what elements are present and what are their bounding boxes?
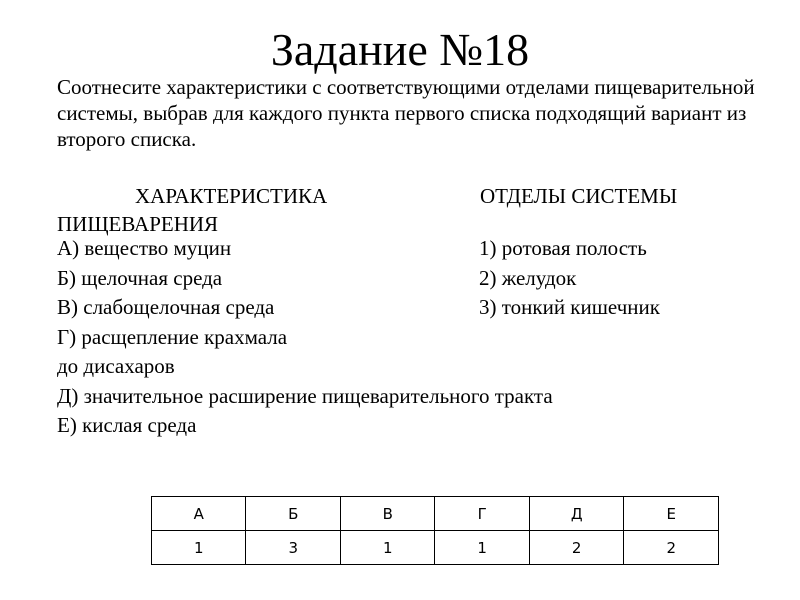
list-item: Б) щелочная среда [57,265,223,290]
table-cell-answer: 3 [246,531,340,565]
left-header-line1: ХАРАКТЕРИСТИКА [135,184,328,208]
list-item: 2) желудок [479,265,577,290]
list-item: Д) значительное расширение пищеварительного тракта [57,383,553,408]
list-item: до дисахаров [57,354,175,378]
list-item: А) вещество муцин [57,236,232,260]
list-item: В) слабощелочная среда [57,295,275,319]
left-header-line2: ПИЩЕВАРЕНИЯ [57,212,219,236]
table-cell-answer: 2 [624,531,719,565]
task-instruction: Соотнесите характеристики с соответствующими отделами пищеварительной системы, выбрав для каждого пункта первого списка подходящий вариант из второго списка. [57,75,755,151]
table-cell-letter: Е [624,497,719,531]
list-item: Е) кислая среда [57,413,197,437]
answer-table [151,496,719,565]
table-cell-letter: А [152,497,246,531]
right-column-header: ОТДЕЛЫ СИСТЕМЫ [480,184,678,208]
table-cell-answer: 1 [152,531,246,565]
table-cell-answer: 1 [435,531,529,565]
table-row [152,497,719,531]
list-item: Г) расщепление крахмала [57,324,288,349]
table-cell-answer: 1 [340,531,434,565]
table-cell-letter: В [340,497,434,531]
sections-list [479,234,660,323]
table-cell-answer: 2 [529,531,623,565]
list-item: 1) ротовая полость [479,236,647,260]
table-row [152,531,719,565]
left-column-header [57,182,327,238]
table-cell-letter: Д [529,497,623,531]
table-cell-letter: Г [435,497,529,531]
table-cell-letter: Б [246,497,340,531]
page-title: Задание №18 [270,24,530,75]
list-item: 3) тонкий кишечник [479,295,660,319]
